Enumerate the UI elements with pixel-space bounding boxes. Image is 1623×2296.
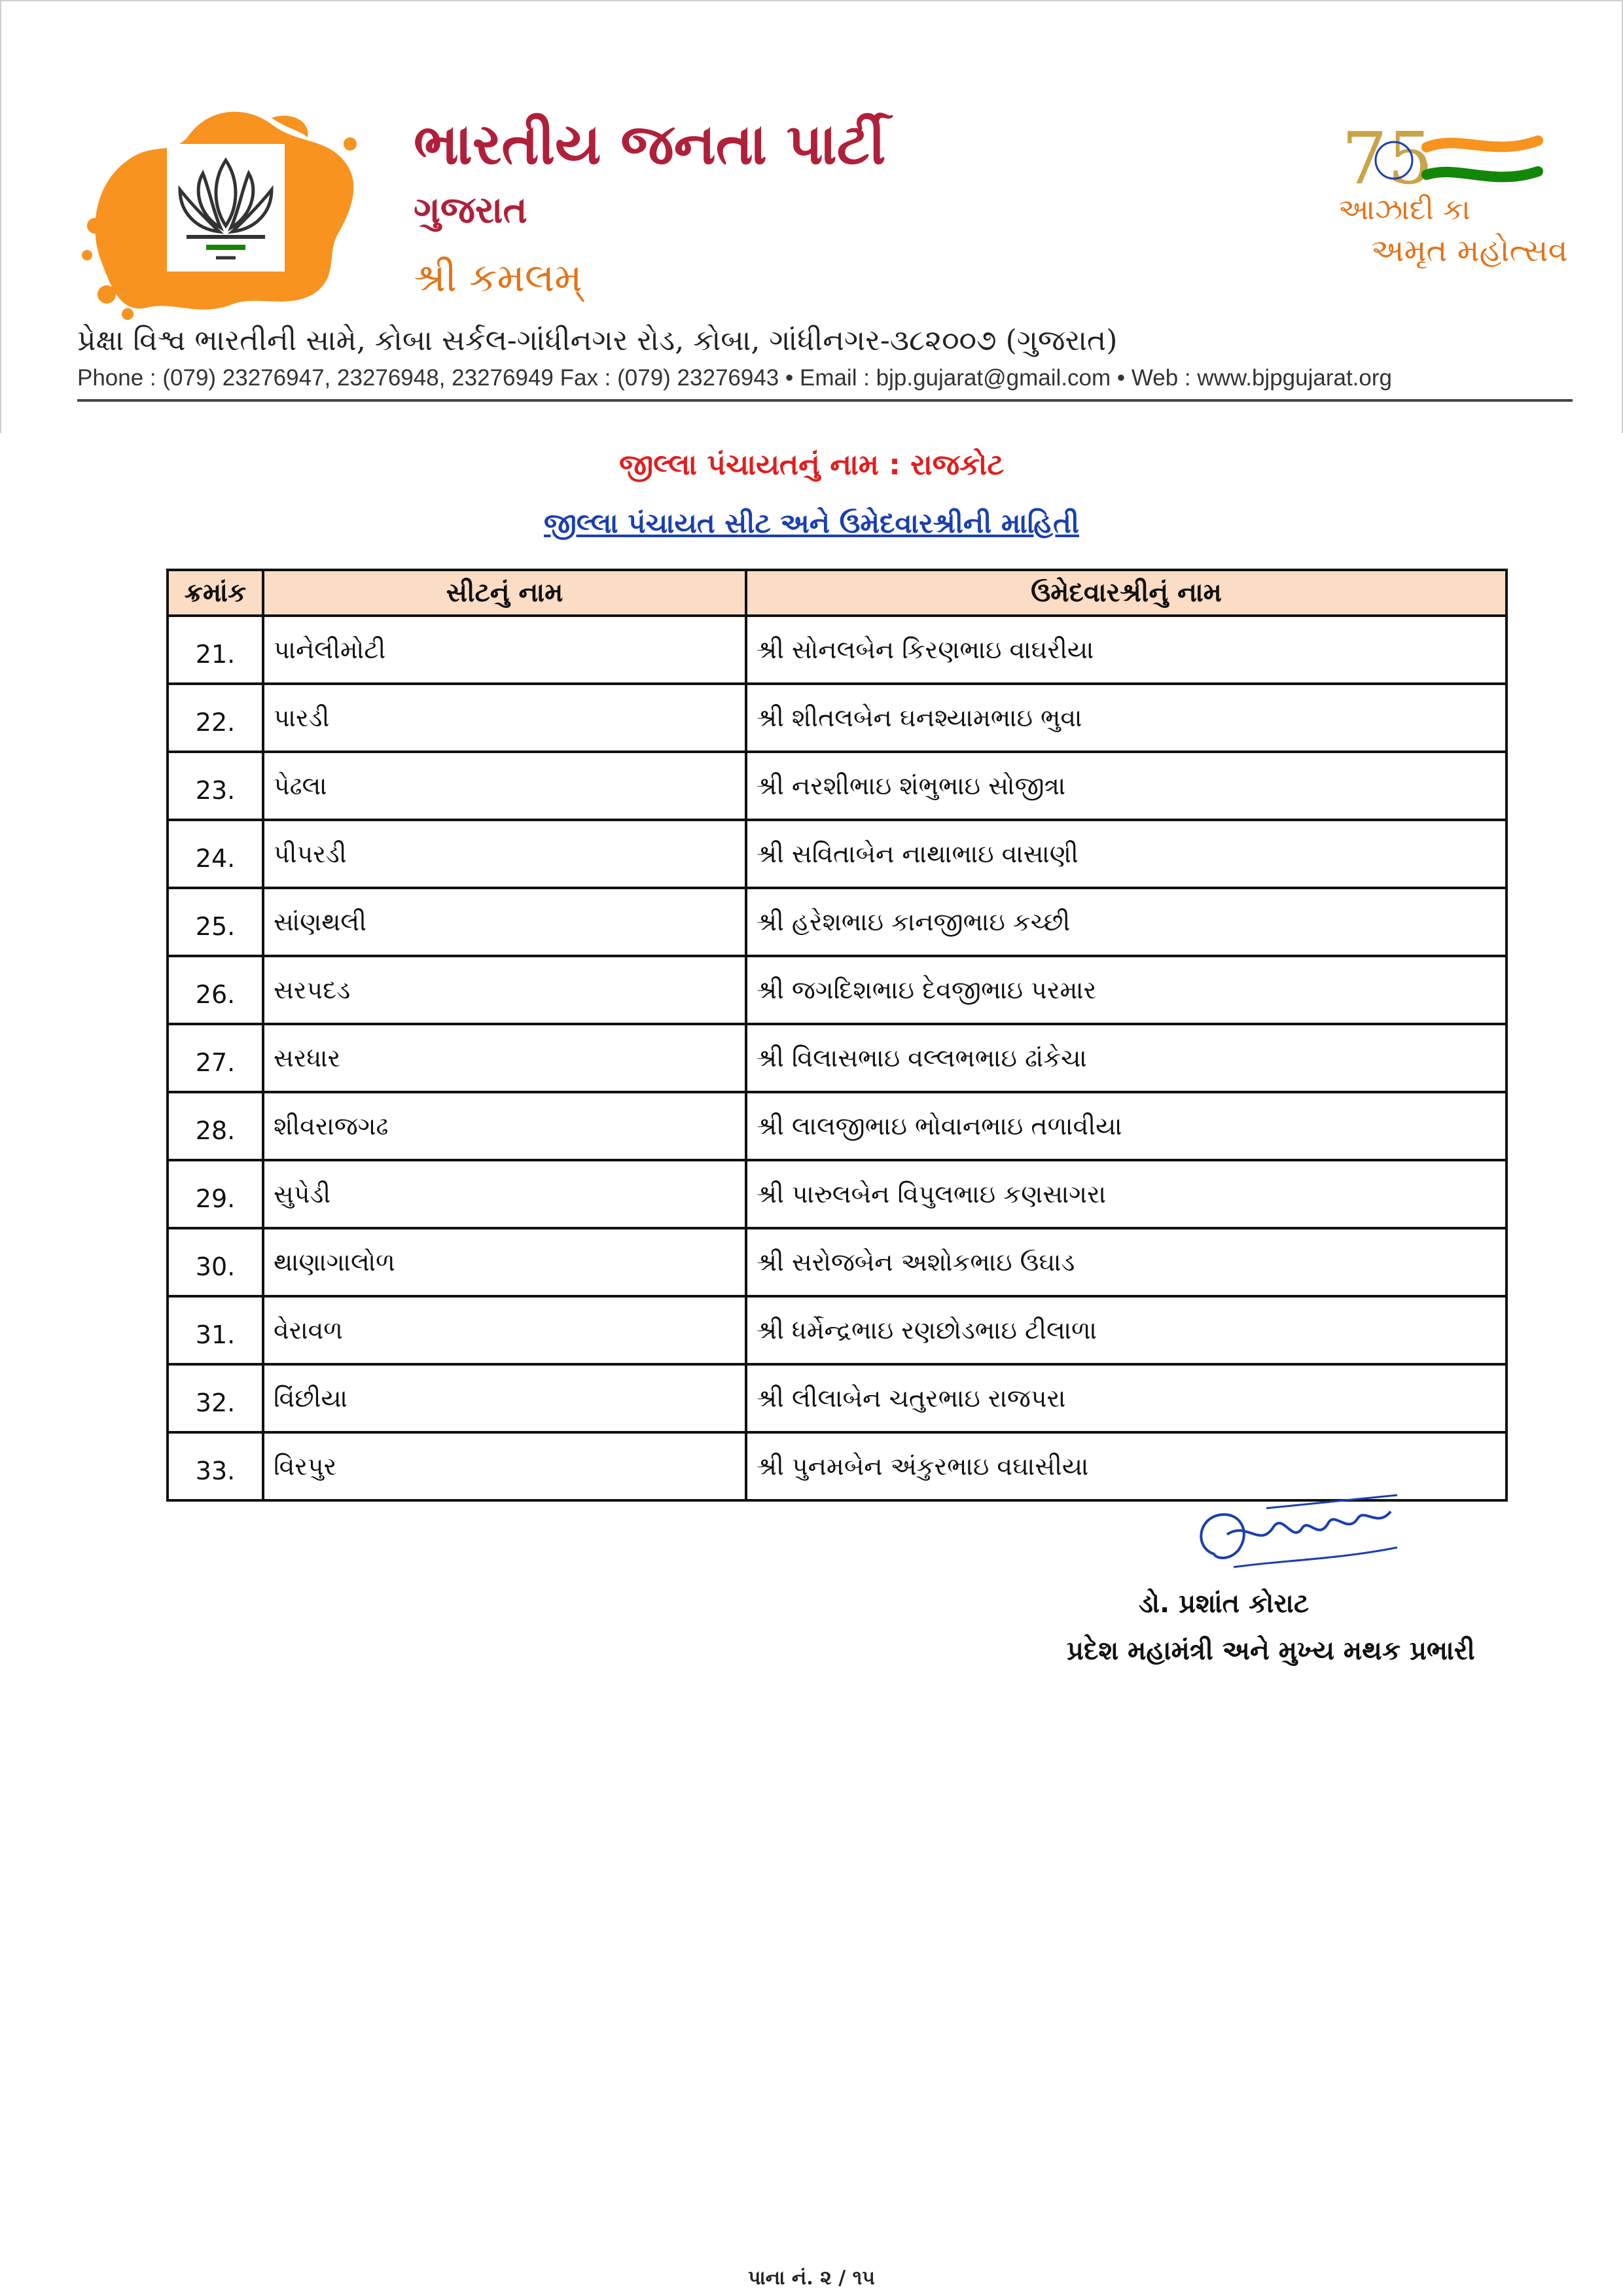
serial-number: 28.: [168, 1092, 263, 1160]
document-title: જીલ્લા પંચાયતનું નામ : રાજકોટ: [619, 448, 1004, 482]
seat-name: સુપેડી: [263, 1160, 746, 1228]
party-name: ભારતીય જનતા પાર્ટી: [414, 111, 886, 177]
candidate-name: શ્રી સરોજબેન અશોકભાઇ ઉઘાડ: [746, 1228, 1507, 1296]
table-row: [168, 1160, 1507, 1228]
handwritten-signature: [1188, 1482, 1410, 1587]
header-candidate-name: ઉમેદવારશ્રીનું નામ: [746, 570, 1507, 616]
serial-number: 25.: [168, 888, 263, 956]
candidate-name: શ્રી શીતલબેન ઘનશ્યામભાઇ ભુવા: [746, 684, 1507, 752]
table-row: [168, 616, 1507, 684]
table-row: [168, 684, 1507, 752]
table-row: [168, 820, 1507, 888]
candidate-name: શ્રી વિલાસભાઇ વલ્લભભાઇ ઢાંકેચા: [746, 1024, 1507, 1092]
candidate-name: શ્રી પુનમબેન અંકુરભાઇ વઘાસીયા: [746, 1432, 1507, 1500]
candidate-name: શ્રી જગદિશભાઇ દેવજીભાઇ પરમાર: [746, 956, 1507, 1024]
seat-name: સરપદડ: [263, 956, 746, 1024]
office-name: શ્રી કમલમ્: [414, 255, 582, 301]
serial-number: 26.: [168, 956, 263, 1024]
party-state: ગુજરાત: [414, 188, 527, 232]
seat-name: પારડી: [263, 684, 746, 752]
seat-name: વિરપુર: [263, 1432, 746, 1500]
table-row: [168, 1024, 1507, 1092]
candidate-name: શ્રી નરશીભાઇ શંભુભાઇ સોજીત્રા: [746, 752, 1507, 820]
table-row: [168, 1364, 1507, 1432]
seat-name: પેઢલા: [263, 752, 746, 820]
candidate-name: શ્રી લાલજીભાઇ ભોવાનભાઇ તળાવીયા: [746, 1092, 1507, 1160]
signatory-name: ડો. પ્રશાંત કોરાટ: [1139, 1589, 1310, 1619]
bjp-lotus-logo: [75, 98, 363, 321]
serial-number: 29.: [168, 1160, 263, 1228]
office-address: પ્રેક્ષા વિશ્વ ભારતીની સામે, કોબા સર્કલ-ગાંધીનગર રોડ, કોબા, ગાંધીનગર-૩૮૨૦૦૭ (ગુજરાત): [77, 324, 1118, 357]
table-header-row: [168, 570, 1507, 616]
document-subtitle: જીલ્લા પંચાયત સીટ અને ઉમેદવારશ્રીની માહિતી: [543, 507, 1080, 539]
seat-name: સાંણથલી: [263, 888, 746, 956]
serial-number: 22.: [168, 684, 263, 752]
serial-number: 30.: [168, 1228, 263, 1296]
candidate-name: શ્રી લીલાબેન ચતુરભાઇ રાજપરા: [746, 1364, 1507, 1432]
candidate-name: શ્રી સવિતાબેન નાથાભાઇ વાસાણી: [746, 820, 1507, 888]
amrit-logo-number: 75: [1342, 121, 1433, 200]
table-row: [168, 1296, 1507, 1364]
serial-number: 27.: [168, 1024, 263, 1092]
seat-name: થાણાગાલોળ: [263, 1228, 746, 1296]
page-number: પાના નં. ૨ / ૧૫: [747, 2267, 876, 2289]
serial-number: 31.: [168, 1296, 263, 1364]
candidate-name: શ્રી સોનલબેન કિરણભાઇ વાઘરીયા: [746, 616, 1507, 684]
candidate-name: શ્રી ધર્મેન્દ્રભાઇ રણછોડભાઇ ટીલાળા: [746, 1296, 1507, 1364]
table-row: [168, 1228, 1507, 1296]
header-seat-name: સીટનું નામ: [263, 570, 746, 616]
header-serial: ક્રમાંક: [168, 570, 263, 616]
contact-details: Phone : (079) 23276947, 23276948, 23276949 Fax : (079) 23276943 • Email : bjp.gujarat@gmail.com • Web : www.bjpgujarat.org: [77, 365, 1392, 391]
seat-name: વેરાવળ: [263, 1296, 746, 1364]
table-row: [168, 752, 1507, 820]
seat-name: પાનેલીમોટી: [263, 616, 746, 684]
amrit-logo-line2: અમૃત મહોત્સવ: [1371, 232, 1568, 269]
seat-name: શીવરાજગઢ: [263, 1092, 746, 1160]
signatory-role: પ્રદેશ મહામંત્રી અને મુખ્ય મથક પ્રભારી: [1067, 1636, 1475, 1666]
seat-name: સરધાર: [263, 1024, 746, 1092]
serial-number: 23.: [168, 752, 263, 820]
candidate-name: શ્રી હરેશભાઇ કાનજીભાઇ કચ્છી: [746, 888, 1507, 956]
candidate-name: શ્રી પારુલબેન વિપુલભાઇ કણસાગરા: [746, 1160, 1507, 1228]
amrit-logo-line1: આઝાદી કા: [1338, 193, 1471, 226]
seat-name: વિંછીયા: [263, 1364, 746, 1432]
header-divider: [77, 399, 1573, 402]
serial-number: 24.: [168, 820, 263, 888]
serial-number: 32.: [168, 1364, 263, 1432]
seat-name: પીપરડી: [263, 820, 746, 888]
serial-number: 33.: [168, 1432, 263, 1500]
table-row: [168, 1092, 1507, 1160]
candidate-table: [166, 569, 1508, 1502]
table-row: [168, 888, 1507, 956]
serial-number: 21.: [168, 616, 263, 684]
table-row: [168, 956, 1507, 1024]
